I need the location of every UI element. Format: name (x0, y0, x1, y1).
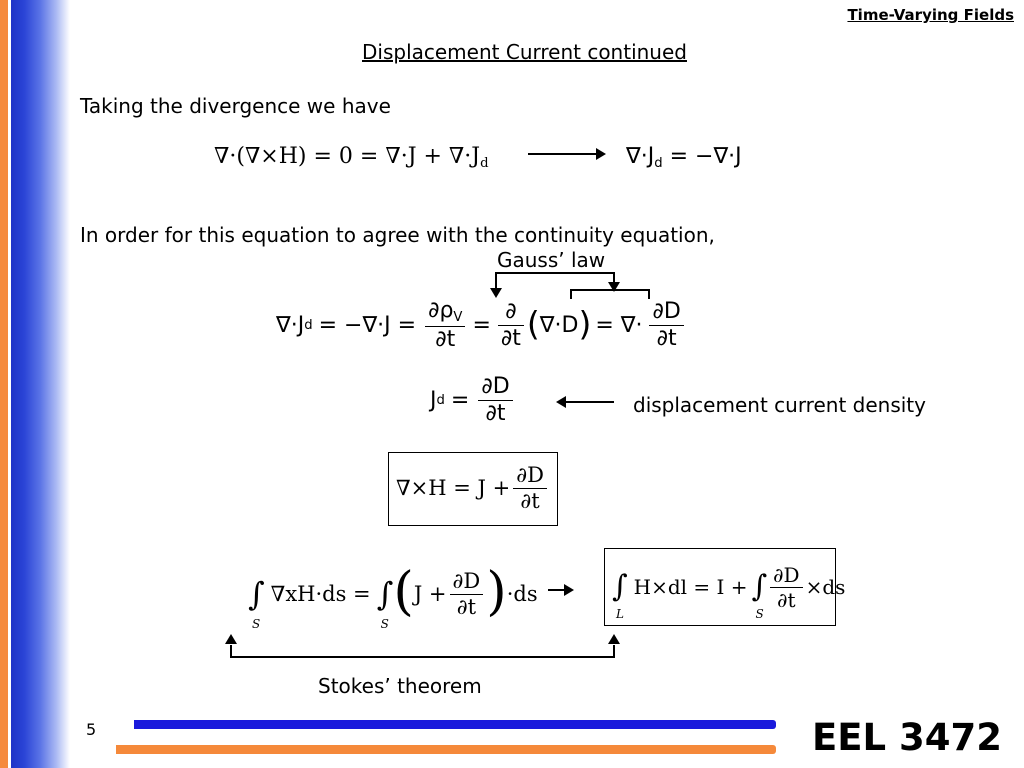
eq2-frac-dd (649, 301, 683, 350)
intro-text: Taking the divergence we have (80, 94, 391, 118)
arrow-head-up-icon (225, 634, 237, 644)
eq2-lhs-sub: d (304, 318, 313, 333)
integral-sign-icon: ∫ S (376, 575, 394, 631)
eq6-num: ∂D (770, 565, 802, 588)
arrow-head-down-icon (490, 288, 502, 298)
eq1-lhs-sub: d (480, 156, 489, 171)
eq3-frac (478, 376, 512, 425)
arrow-head-right-icon (564, 584, 574, 596)
eq4-frac (513, 462, 547, 513)
eq4-num: ∂D (513, 465, 547, 489)
equation-divergence (214, 146, 489, 170)
eq5-frac (450, 568, 484, 619)
arrow-head-left-icon (556, 396, 566, 408)
eq3-lhs: J (430, 387, 437, 413)
eq3-eq: = (450, 387, 470, 413)
eq6-frac (770, 562, 802, 612)
arrow-head-right-icon (596, 148, 606, 160)
arrow-head-up-icon (608, 634, 620, 644)
eq6-int-sub-l: L (616, 607, 624, 621)
eq3-den: ∂t (485, 401, 506, 426)
eq2-frac-partial (498, 301, 524, 350)
gauss-underbracket (570, 289, 650, 291)
continuity-text: In order for this equation to agree with the continuity equation, (80, 223, 715, 247)
eq1-lhs: ∇·(∇×H) = 0 = ∇·J + ∇·J (214, 144, 481, 169)
eq6-lhs: H×dl = I + (633, 575, 748, 599)
eq2-partial-den: ∂t (500, 326, 521, 352)
eq4-den: ∂t (520, 488, 540, 513)
arrow-line-1 (528, 153, 600, 155)
eq2-part1: = −∇·J = (318, 312, 417, 338)
eq5-int-sub: S (252, 617, 261, 631)
eq5-den: ∂t (456, 594, 477, 619)
eq5-lhs: ∇xH·ds = (270, 581, 371, 606)
equation-ampere-maxwell (396, 456, 550, 520)
stokes-bracket-bottom (230, 656, 615, 658)
eq2-eq-nabla: = ∇· (595, 312, 643, 338)
eq5-inner-j: J + (413, 581, 447, 606)
equation-jd-divergence (626, 146, 742, 170)
slide-title: Displacement Current continued (362, 40, 687, 64)
arrow-line-2 (566, 401, 614, 403)
sidebar-gradient-bar (0, 0, 70, 768)
displacement-label: displacement current density (633, 393, 926, 417)
footer-blue-bar (134, 720, 776, 729)
header-title: Time-Varying Fields (847, 6, 1014, 24)
eq3-num: ∂D (478, 376, 512, 401)
eq6-int-sub-s: S (755, 607, 764, 621)
integral-sign-icon: ∫ S (751, 569, 768, 621)
eq5-int-sub-2: S (380, 617, 389, 631)
page-number: 5 (86, 720, 97, 739)
eq1-rhs-sub: d (654, 156, 663, 171)
eq2-dd-num: ∂D (649, 301, 683, 326)
eq2-partial-num: ∂ (498, 301, 524, 326)
integral-sign-icon: ∫ L (612, 569, 628, 621)
eq5-tail: ·ds (506, 581, 538, 606)
gauss-label: Gauss’ law (497, 248, 606, 272)
eq4-lhs: ∇×H = J + (396, 475, 511, 500)
equation-jd-definition (430, 376, 516, 425)
eq6-tail: ×ds (805, 575, 846, 599)
equation-continuity: ∇·J d = −∇·J = $\frac{\partial\rho_V}{\partial t}$ = $\frac{\partial}{\partial t}$ ( ∇·D ) = ∇· $\frac{\partial D}{\partial t}$ (276, 300, 687, 351)
footer-orange-bar (116, 745, 776, 754)
eq6-den: ∂t (777, 587, 796, 612)
eq3-lhs-sub: d (436, 392, 445, 408)
eq2-lhs: ∇·J (276, 312, 305, 338)
eq2-rho-den: ∂t (435, 327, 456, 353)
integral-sign-icon: ∫ S (248, 575, 265, 631)
gauss-underbracket-right (648, 289, 650, 299)
equation-integral-form (612, 552, 845, 622)
eq2-div-d: ∇·D (539, 312, 579, 338)
eq2-frac-rho (425, 300, 465, 351)
gauss-bracket-top (495, 272, 615, 274)
eq1-rhs-tail: = −∇·J (669, 144, 742, 169)
course-code: EEL 3472 (812, 716, 1002, 759)
eq2-dd-den: ∂t (656, 326, 677, 352)
stokes-label: Stokes’ theorem (318, 674, 482, 698)
equation-surface-integral: ∫ S ∇xH·ds = ∫ S ( J + $\frac{\partial D}{\partial t}$ ) ·ds (248, 560, 538, 631)
eq2-rho-num: ∂ρ (428, 298, 454, 323)
eq1-rhs: ∇·J (626, 144, 655, 169)
eq2-rho-sub: V (453, 310, 463, 325)
eq5-num: ∂D (450, 571, 484, 595)
gauss-underbracket-left (570, 289, 572, 299)
